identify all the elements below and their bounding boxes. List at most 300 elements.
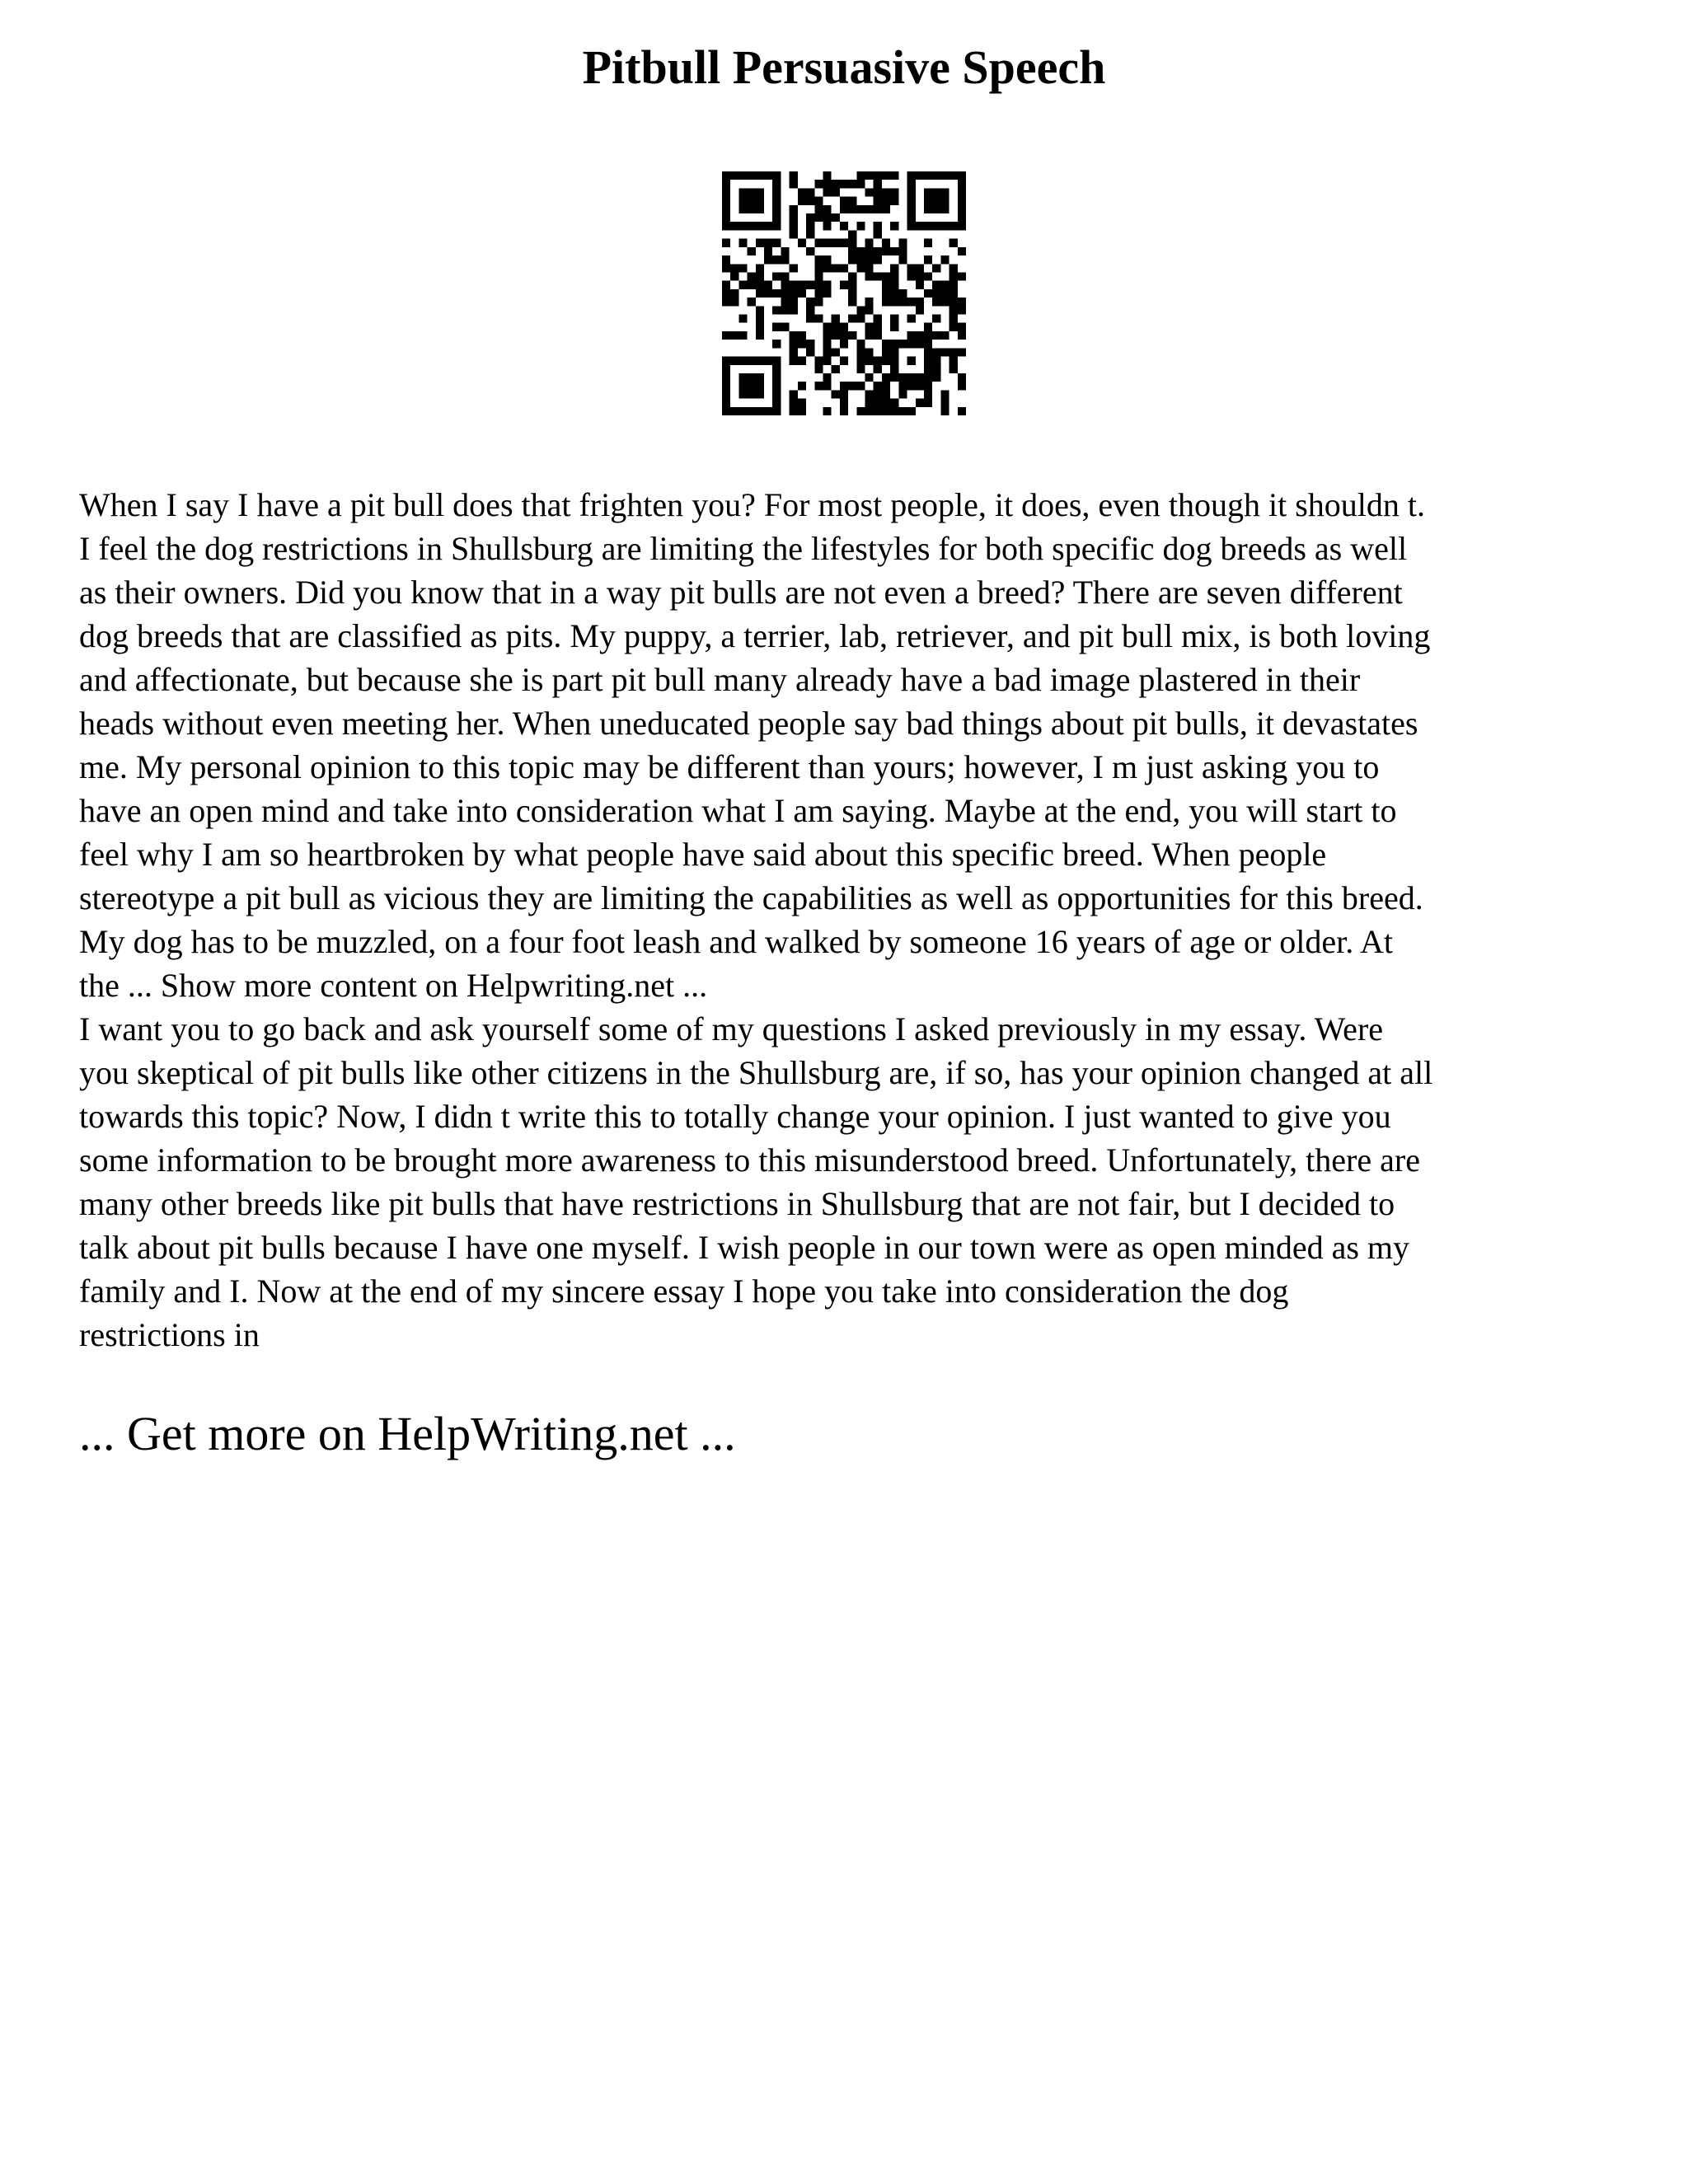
qr-module [781, 272, 789, 280]
qr-module [840, 331, 848, 340]
qr-module [907, 331, 916, 340]
qr-module [856, 205, 865, 213]
qr-module [890, 340, 898, 348]
qr-module [924, 382, 932, 390]
qr-module [907, 213, 916, 222]
qr-module [932, 171, 940, 180]
qr-module [848, 289, 856, 298]
qr-module [907, 197, 916, 205]
qr-module [772, 213, 781, 222]
qr-module [890, 264, 898, 272]
qr-module [738, 281, 747, 289]
qr-module [958, 197, 966, 205]
essay-line: feel why I am so heartbroken by what people have said about this specific breed. When people [79, 836, 1327, 873]
qr-module [823, 348, 831, 356]
qr-module [806, 230, 814, 238]
qr-module [865, 348, 874, 356]
qr-module [958, 247, 966, 255]
qr-module [722, 188, 730, 196]
qr-module [865, 399, 874, 407]
qr-module [874, 171, 882, 180]
qr-module [950, 306, 958, 314]
qr-module [907, 315, 916, 323]
qr-module [730, 357, 738, 365]
qr-module [738, 188, 747, 196]
qr-module [898, 298, 907, 306]
qr-module [907, 180, 916, 188]
qr-module [764, 247, 772, 255]
qr-module [814, 197, 823, 205]
qr-module [865, 331, 874, 340]
essay-line: you skeptical of pit bulls like other citizens in the Shullsburg are, if so, has your opinion changed at all [79, 1054, 1433, 1091]
qr-module [856, 340, 865, 348]
qr-module [874, 407, 882, 415]
qr-module [764, 407, 772, 415]
qr-module [874, 222, 882, 230]
qr-module [738, 357, 747, 365]
qr-module [932, 373, 940, 382]
qr-module [730, 331, 738, 340]
qr-module [916, 331, 924, 340]
qr-module [865, 390, 874, 398]
qr-module [790, 399, 798, 407]
qr-module [848, 298, 856, 306]
qr-module [806, 340, 814, 348]
qr-module [764, 171, 772, 180]
essay-line: many other breeds like pit bulls that have restrictions in Shullsburg that are not fair, but I decided to [79, 1185, 1395, 1222]
qr-module [940, 222, 949, 230]
qr-module [823, 180, 831, 188]
qr-module [756, 407, 764, 415]
qr-module [865, 171, 874, 180]
qr-module [748, 390, 756, 398]
qr-module [882, 171, 890, 180]
qr-module [798, 188, 806, 196]
qr-module [772, 180, 781, 188]
qr-module [874, 197, 882, 205]
qr-module [790, 213, 798, 222]
qr-module [940, 407, 949, 415]
qr-module [722, 197, 730, 205]
qr-module [916, 340, 924, 348]
qr-module [756, 171, 764, 180]
essay-line: dog breeds that are classified as pits. My puppy, a terrier, lab, retriever, and pit bull mix, is both loving [79, 617, 1431, 654]
qr-module [814, 315, 823, 323]
qr-module [772, 340, 781, 348]
qr-module [781, 247, 789, 255]
qr-module [798, 197, 806, 205]
qr-module [823, 382, 831, 390]
qr-module [790, 357, 798, 365]
qr-module [772, 357, 781, 365]
qr-module [890, 281, 898, 289]
qr-module [806, 222, 814, 230]
qr-module [722, 390, 730, 398]
qr-module [806, 298, 814, 306]
qr-module [856, 180, 865, 188]
qr-module [772, 205, 781, 213]
qr-module [890, 323, 898, 331]
qr-module [874, 365, 882, 373]
qr-module [924, 373, 932, 382]
qr-module [738, 222, 747, 230]
qr-module [848, 315, 856, 323]
qr-module [924, 399, 932, 407]
qr-module [848, 331, 856, 340]
qr-module [890, 298, 898, 306]
qr-module [772, 365, 781, 373]
qr-module [874, 331, 882, 340]
qr-module [882, 390, 890, 398]
qr-module [848, 281, 856, 289]
qr-module [958, 171, 966, 180]
qr-module [840, 180, 848, 188]
qr-module [890, 222, 898, 230]
qr-module [772, 323, 781, 331]
qr-module [958, 188, 966, 196]
qr-module [950, 289, 958, 298]
qr-module [950, 357, 958, 365]
qr-module [772, 399, 781, 407]
qr-module [832, 264, 840, 272]
qr-module [790, 171, 798, 180]
qr-module [940, 331, 949, 340]
qr-module [856, 306, 865, 314]
qr-module [722, 289, 730, 298]
qr-module [738, 205, 747, 213]
qr-module [823, 340, 831, 348]
qr-module [958, 222, 966, 230]
qr-module [722, 171, 730, 180]
qr-module [806, 281, 814, 289]
qr-module [924, 239, 932, 247]
qr-module [798, 239, 806, 247]
qr-module [806, 306, 814, 314]
qr-module [832, 180, 840, 188]
qr-module [738, 197, 747, 205]
qr-module [882, 373, 890, 382]
qr-module [840, 281, 848, 289]
qr-module [882, 247, 890, 255]
qr-module [756, 205, 764, 213]
qr-module [814, 180, 823, 188]
qr-module [890, 315, 898, 323]
qr-module [764, 255, 772, 264]
qr-module [798, 399, 806, 407]
qr-module [730, 272, 738, 280]
qr-module [874, 230, 882, 238]
qr-module [814, 255, 823, 264]
qr-module [772, 373, 781, 382]
qr-module [722, 264, 730, 272]
qr-module [823, 222, 831, 230]
qr-module [790, 230, 798, 238]
qr-module [932, 281, 940, 289]
qr-module [940, 298, 949, 306]
qr-module [738, 407, 747, 415]
qr-module [772, 289, 781, 298]
qr-module [840, 340, 848, 348]
qr-module [756, 222, 764, 230]
qr-module [940, 188, 949, 196]
qr-module [814, 213, 823, 222]
qr-module [940, 289, 949, 298]
qr-module [958, 382, 966, 390]
qr-module [848, 180, 856, 188]
qr-module [898, 390, 907, 398]
qr-module [772, 382, 781, 390]
qr-module [840, 399, 848, 407]
qr-module [823, 407, 831, 415]
qr-module [823, 213, 831, 222]
qr-module [722, 407, 730, 415]
get-more-link[interactable]: ... Get more on HelpWriting.net ... [79, 1407, 736, 1460]
qr-module [832, 365, 840, 373]
qr-module [890, 272, 898, 280]
qr-module [798, 289, 806, 298]
qr-module [924, 323, 932, 331]
qr-module [932, 357, 940, 365]
essay-line: towards this topic? Now, I didn t write this to totally change your opinion. I just wanted to give you [79, 1098, 1391, 1135]
qr-module [722, 357, 730, 365]
qr-module [806, 315, 814, 323]
qr-module [958, 205, 966, 213]
qr-module [907, 171, 916, 180]
qr-module [940, 205, 949, 213]
qr-module [865, 298, 874, 306]
qr-module [958, 180, 966, 188]
qr-module [916, 399, 924, 407]
qr-module [924, 390, 932, 398]
qr-module [950, 315, 958, 323]
qr-module [882, 281, 890, 289]
qr-module [756, 272, 764, 280]
qr-module [865, 306, 874, 314]
qr-module [932, 289, 940, 298]
essay-line: I want you to go back and ask yourself some of my questions I asked previously in my essay. Were [79, 1010, 1384, 1047]
qr-module [890, 365, 898, 373]
qr-module [790, 306, 798, 314]
qr-module [950, 272, 958, 280]
qr-module [823, 323, 831, 331]
qr-module [730, 289, 738, 298]
qr-module [848, 272, 856, 280]
qr-module [781, 306, 789, 314]
qr-module [790, 331, 798, 340]
qr-module [932, 205, 940, 213]
qr-module [756, 390, 764, 398]
qr-module [856, 315, 865, 323]
essay-line: have an open mind and take into consideration what I am saying. Maybe at the end, you will start to [79, 792, 1397, 829]
qr-module [958, 373, 966, 382]
qr-module [924, 222, 932, 230]
qr-module [756, 188, 764, 196]
qr-module [722, 205, 730, 213]
qr-module [748, 373, 756, 382]
qr-module [790, 289, 798, 298]
qr-module [856, 247, 865, 255]
qr-module [950, 239, 958, 247]
qr-module [790, 390, 798, 398]
qr-module [772, 306, 781, 314]
qr-module [932, 331, 940, 340]
qr-module [848, 205, 856, 213]
qr-module [874, 255, 882, 264]
qr-module [790, 340, 798, 348]
qr-module [940, 171, 949, 180]
qr-module [932, 348, 940, 356]
qr-module [756, 197, 764, 205]
qr-module [738, 390, 747, 398]
qr-module [748, 407, 756, 415]
qr-module [722, 331, 730, 340]
qr-module [932, 315, 940, 323]
qr-module [890, 357, 898, 365]
qr-module [856, 407, 865, 415]
qr-module [722, 382, 730, 390]
qr-module [865, 407, 874, 415]
qr-module [840, 197, 848, 205]
qr-module [823, 373, 831, 382]
qr-module [806, 188, 814, 196]
qr-module [798, 382, 806, 390]
qr-module [950, 171, 958, 180]
qr-module [865, 255, 874, 264]
qr-module [756, 323, 764, 331]
qr-module [865, 272, 874, 280]
qr-module [756, 315, 764, 323]
qr-module [907, 407, 916, 415]
qr-module [882, 382, 890, 390]
qr-module [814, 272, 823, 280]
qr-module [738, 239, 747, 247]
essay-line: some information to be brought more awareness to this misunderstood breed. Unfortunately, there are [79, 1141, 1420, 1179]
qr-module [756, 281, 764, 289]
qr-module [874, 272, 882, 280]
qr-module [832, 390, 840, 398]
qr-module [932, 197, 940, 205]
qr-module [916, 264, 924, 272]
qr-module [958, 306, 966, 314]
qr-module [848, 247, 856, 255]
qr-module [950, 281, 958, 289]
qr-module [748, 247, 756, 255]
qr-module [898, 255, 907, 264]
qr-module [898, 247, 907, 255]
qr-module [730, 264, 738, 272]
qr-module [856, 357, 865, 365]
qr-module [790, 264, 798, 272]
qr-module [756, 382, 764, 390]
qr-module [940, 197, 949, 205]
qr-module [823, 188, 831, 196]
qr-module [932, 298, 940, 306]
qr-module [806, 197, 814, 205]
qr-module [916, 272, 924, 280]
qr-module [772, 197, 781, 205]
qr-module [958, 407, 966, 415]
qr-module [798, 340, 806, 348]
qr-module [772, 407, 781, 415]
qr-module [748, 205, 756, 213]
qr-module [882, 348, 890, 356]
qr-module [950, 298, 958, 306]
qr-module [924, 340, 932, 348]
qr-module [806, 348, 814, 356]
qr-module [730, 407, 738, 415]
qr-module [832, 348, 840, 356]
qr-module [823, 357, 831, 365]
qr-module [882, 289, 890, 298]
show-more-line[interactable]: the ... Show more content on Helpwriting.net ... [79, 967, 708, 1004]
qr-module [890, 247, 898, 255]
qr-module [882, 197, 890, 205]
qr-module [764, 289, 772, 298]
qr-module [722, 180, 730, 188]
qr-module [798, 357, 806, 365]
qr-code[interactable] [722, 171, 966, 415]
essay-line: heads without even meeting her. When uneducated people say bad things about pit bulls, it devastates [79, 705, 1418, 742]
qr-module [874, 399, 882, 407]
qr-module [907, 357, 916, 365]
qr-module [940, 399, 949, 407]
qr-module [890, 348, 898, 356]
qr-module [748, 171, 756, 180]
qr-module [874, 188, 882, 196]
qr-module [848, 239, 856, 247]
qr-module [874, 323, 882, 331]
qr-module [748, 298, 756, 306]
qr-module [832, 188, 840, 196]
qr-module [890, 373, 898, 382]
qr-module [882, 188, 890, 196]
qr-module [840, 357, 848, 365]
qr-module [730, 222, 738, 230]
qr-module [856, 382, 865, 390]
qr-module [790, 348, 798, 356]
qr-module [940, 390, 949, 398]
qr-module [840, 205, 848, 213]
qr-module [756, 289, 764, 298]
qr-module [730, 298, 738, 306]
qr-module [756, 306, 764, 314]
qr-module [823, 331, 831, 340]
qr-module [924, 171, 932, 180]
qr-module [932, 365, 940, 373]
qr-module [890, 289, 898, 298]
qr-module [722, 298, 730, 306]
qr-module [874, 382, 882, 390]
qr-module [823, 205, 831, 213]
qr-module [748, 272, 756, 280]
qr-module [814, 239, 823, 247]
document-title: Pitbull Persuasive Speech [582, 40, 1106, 94]
qr-module [814, 205, 823, 213]
qr-module [898, 289, 907, 298]
essay-body [79, 483, 1629, 1357]
essay-line: me. My personal opinion to this topic may be different than yours; however, I m just asking you to [79, 748, 1380, 785]
qr-module [798, 407, 806, 415]
qr-module [865, 239, 874, 247]
qr-module [890, 197, 898, 205]
qr-module [865, 373, 874, 382]
qr-module [840, 239, 848, 247]
qr-module [932, 222, 940, 230]
qr-module [958, 213, 966, 222]
qr-module [722, 365, 730, 373]
qr-module [882, 399, 890, 407]
qr-module [730, 171, 738, 180]
